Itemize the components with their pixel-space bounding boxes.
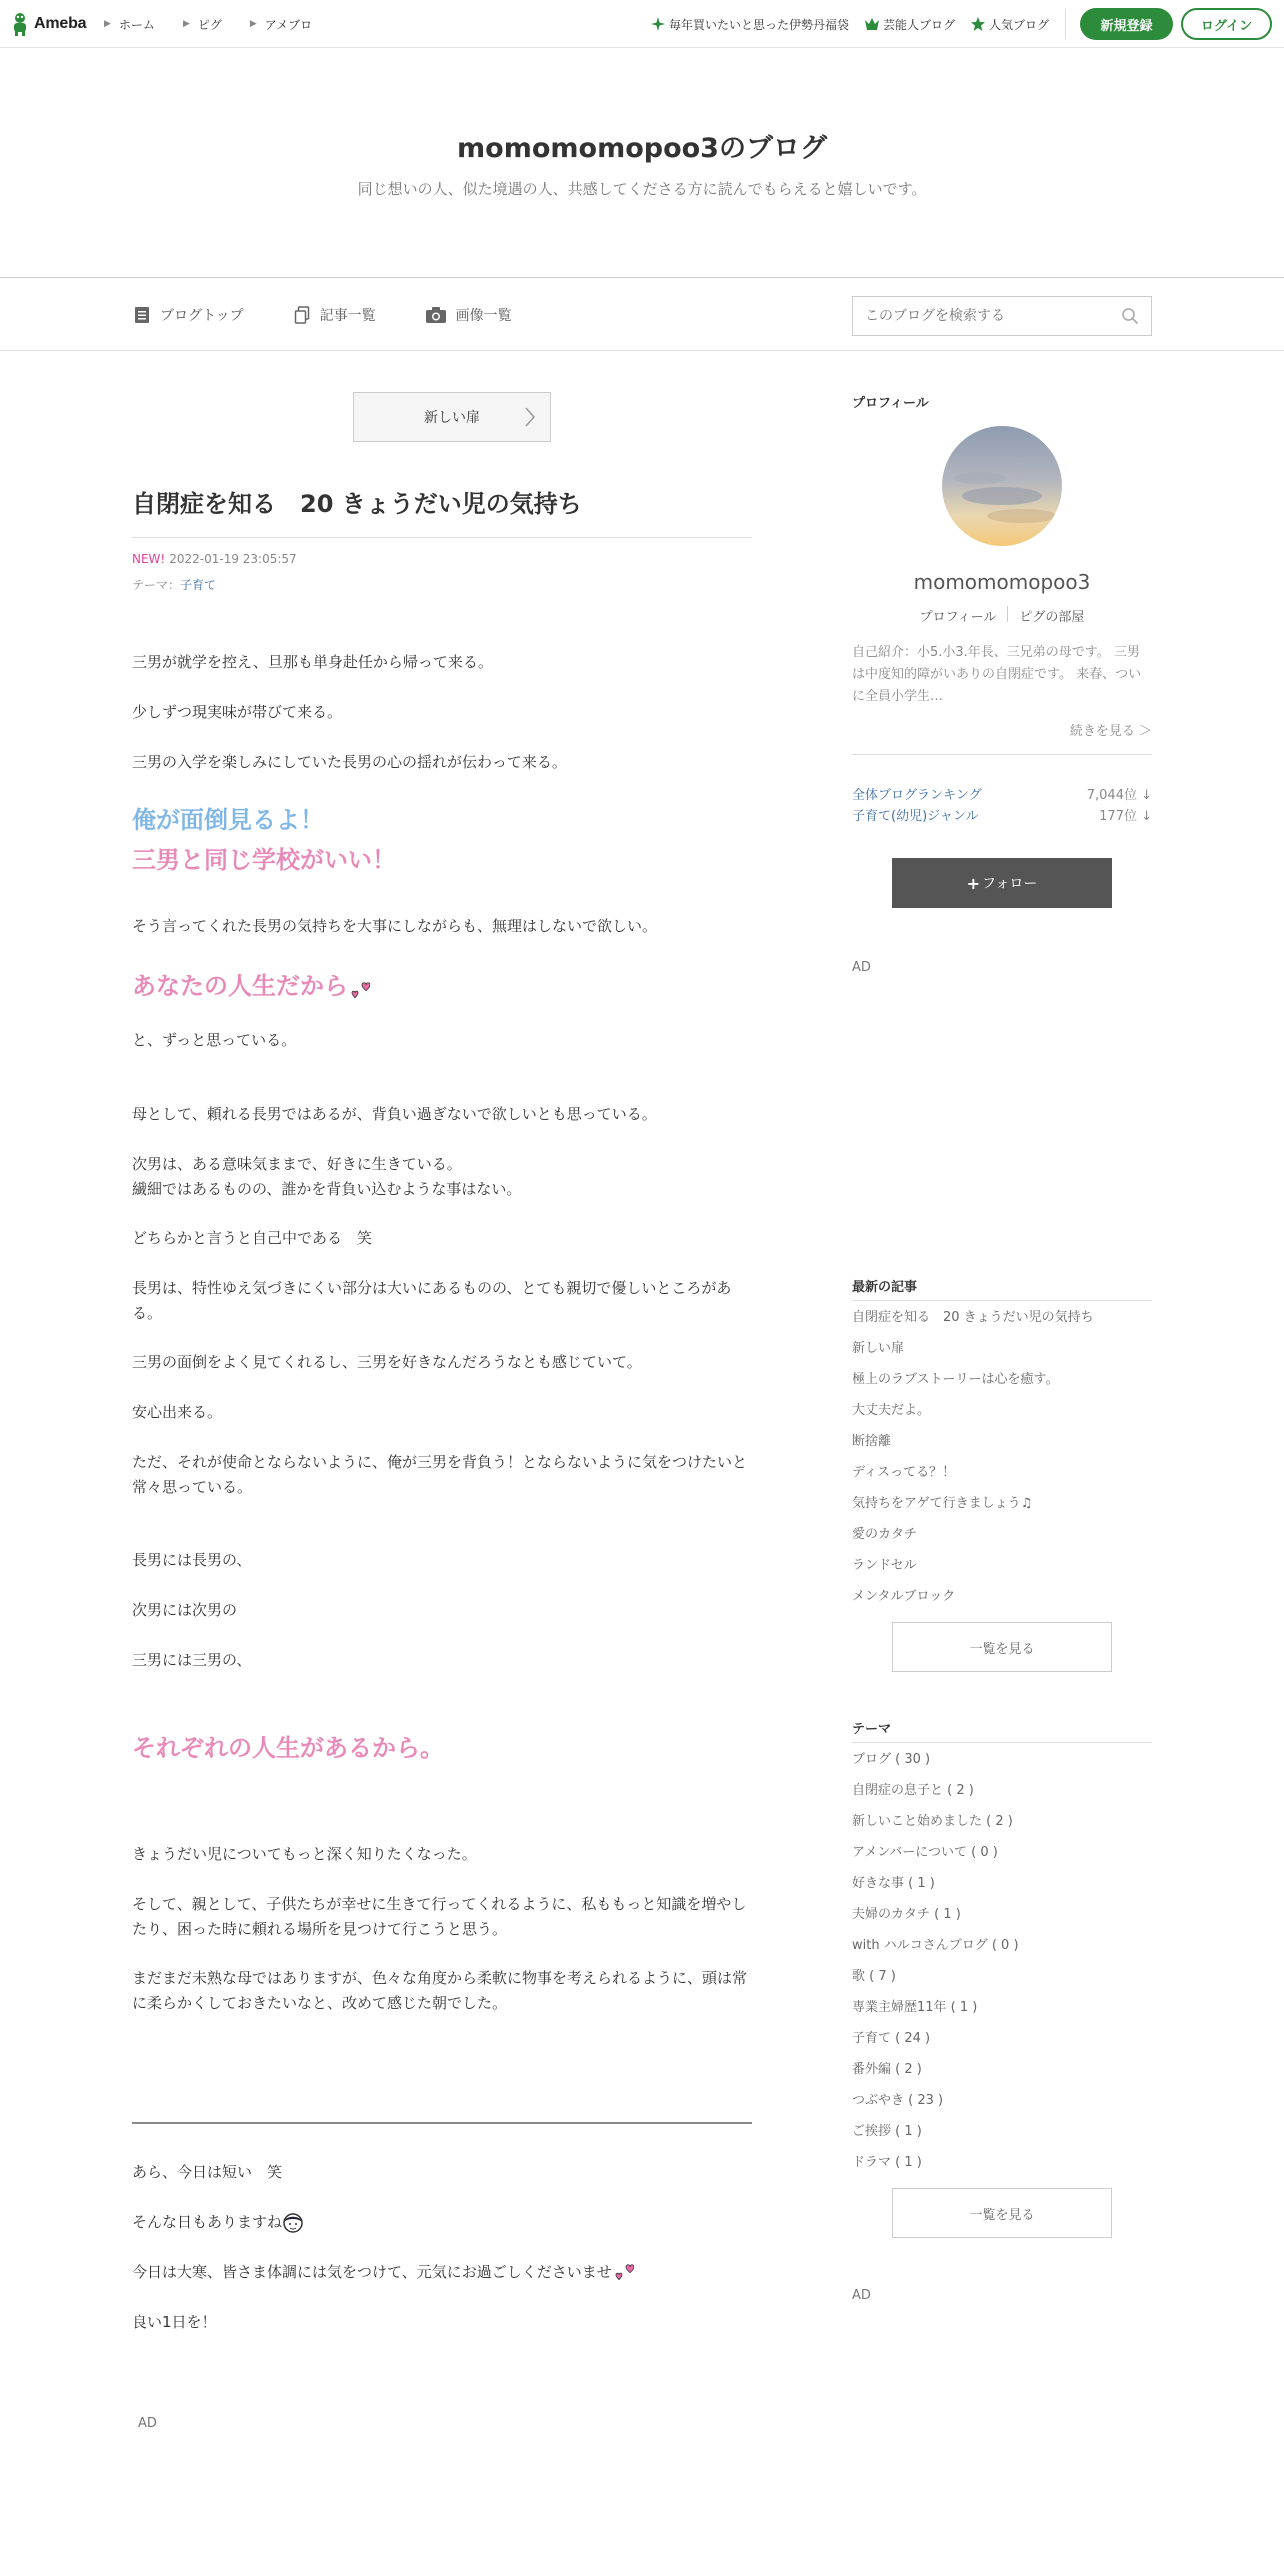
paragraph [132, 2260, 752, 2285]
divider [1007, 606, 1008, 622]
login-button[interactable]: ログイン [1181, 8, 1272, 40]
face-emoji-icon [282, 2212, 304, 2234]
ad-label: AD [138, 2416, 157, 2431]
paragraph: 三男には三男の、 [132, 1651, 252, 1669]
latest-item[interactable]: 愛のカタチ [852, 1527, 918, 1542]
divider [852, 754, 1152, 755]
blog-header [0, 48, 1284, 278]
hearts-emoji-icon [612, 2263, 634, 2283]
celebrity-blog-label: 芸能人ブログ [882, 17, 955, 32]
image-list-link[interactable] [426, 305, 512, 325]
paragraph: 長男には長男の、 [132, 1551, 252, 1569]
heading-pink: 三男と同じ学校がいい！ [132, 846, 396, 874]
nav-label: ピグ [197, 17, 222, 32]
entry-list-link[interactable] [294, 305, 376, 325]
paragraph: 次男は、ある意味気ままで、好きに生きている。 [132, 1155, 462, 1173]
heading-blue: 俺が面倒見るよ！ [132, 806, 324, 834]
theme-item[interactable]: 歌 ( 7 ) [852, 1969, 896, 1984]
paragraph: 三男が就学を控え、旦那も単身赴任から帰って来る。 [132, 653, 493, 671]
camera-icon [426, 307, 446, 323]
paragraph: どちらかと言うと自己中である 笑 [132, 1229, 373, 1247]
theme-link[interactable]: 子育て [180, 578, 217, 592]
heading-pink: それぞれの人生があるから。 [132, 1734, 444, 1762]
theme-item[interactable]: 好きな事 ( 1 ) [852, 1876, 935, 1891]
trending-link[interactable] [651, 16, 849, 33]
star-icon [971, 17, 985, 31]
see-all-themes-button[interactable]: 一覧を見る [892, 2188, 1112, 2238]
newer-entry-label: 新しい扉 [424, 410, 480, 426]
paragraph: 母として、頼れる長男ではあるが、背負い過ぎないで欲しいとも思っている。 [132, 1105, 657, 1123]
paragraph [132, 2210, 752, 2235]
blog-top-label: ブログトップ [160, 307, 244, 324]
copy-icon [294, 306, 310, 324]
blog-search [852, 296, 1152, 336]
ameba-logo[interactable] [10, 10, 86, 38]
paragraph: 三男の入学を楽しみにしていた長男の心の揺れが伝わって来る。 [132, 753, 567, 771]
theme-item[interactable]: 夫婦のカタチ ( 1 ) [852, 1907, 961, 1922]
latest-item[interactable]: 断捨離 [852, 1434, 892, 1449]
nav-label: アメブロ [264, 17, 313, 32]
entry-title[interactable]: 自閉症を知る 20 きょうだい児の気持ち [132, 484, 752, 538]
ranking-row[interactable] [852, 805, 1152, 824]
hearts-emoji-icon [348, 981, 370, 1001]
latest-item[interactable]: 大丈夫だよ。 [852, 1403, 931, 1418]
nav-label: ホーム [118, 17, 155, 32]
crown-icon [865, 18, 879, 30]
ad-label: AD [852, 2288, 871, 2303]
paragraph: 少しずつ現実味が帯びて来る。 [132, 703, 343, 721]
latest-item[interactable]: 自閉症を知る 20 きょうだい児の気持ち [852, 1310, 1094, 1325]
nav-home[interactable] [104, 16, 155, 33]
profile-name[interactable]: momomomopoo3 [913, 570, 1091, 594]
nav-ameblo[interactable] [250, 16, 312, 33]
latest-item[interactable]: 気持ちをアゲて行きましょう♫ [852, 1496, 1033, 1511]
chevron-right-icon: ▶ [182, 19, 190, 29]
paragraph: 繊細ではあるものの、誰かを背負い込むような事はない。 [132, 1180, 522, 1198]
register-button[interactable]: 新規登録 [1080, 8, 1173, 40]
theme-item[interactable]: アメンバーについて ( 0 ) [852, 1845, 998, 1860]
theme-label: テーマ： [132, 578, 181, 592]
image-list-label: 画像一覧 [455, 307, 512, 324]
avatar[interactable] [942, 426, 1062, 546]
theme-item[interactable]: ブログ ( 30 ) [852, 1752, 931, 1767]
divider [852, 1742, 1152, 1743]
theme-item[interactable]: ドラマ ( 1 ) [852, 2155, 922, 2170]
latest-list [852, 1302, 1152, 1612]
profile-heading: プロフィール [852, 396, 929, 411]
header-right [651, 0, 1284, 48]
ranking-value: 7,044位 ↓ [1086, 788, 1152, 803]
latest-item[interactable]: 新しい扉 [852, 1341, 905, 1356]
trending-link-label: 毎年買いたいと思った伊勢丹福袋 [668, 17, 849, 32]
blog-description: 同じ想いの人、似た境遇の人、共感してくださる方に読んでもらえると嬉しいです。 [357, 180, 927, 198]
sparkle-icon [651, 17, 665, 31]
plus-icon: + [966, 873, 981, 893]
heading-pink [132, 966, 370, 1001]
avatar-image [942, 426, 1062, 546]
divider [132, 2122, 752, 2124]
nav-pig[interactable] [183, 16, 222, 33]
latest-item[interactable]: メンタルブロック [852, 1589, 956, 1604]
pig-room-link[interactable]: ピグの部屋 [1019, 610, 1085, 625]
global-header [0, 0, 1284, 48]
ameba-logo-icon [10, 11, 30, 37]
blog-search-input[interactable] [865, 308, 1105, 324]
divider [1065, 9, 1066, 39]
theme-heading: テーマ [852, 1722, 892, 1737]
paragraph: まだまだ未熟な母ではありますが、色々な角度から柔軟に物事を考えられるように、頭は常に柔らかくしておきたいなと、改めて感じた朝でした。 [132, 1969, 748, 2012]
paragraph: 次男には次男の [132, 1601, 238, 1619]
document-icon [134, 306, 150, 324]
read-more-link[interactable]: 続きを見る ＞ [1069, 724, 1152, 739]
theme-item[interactable]: 自閉症の息子と ( 2 ) [852, 1783, 974, 1798]
entry-theme [132, 576, 216, 593]
blog-subnav [0, 278, 1284, 351]
paragraph: 三男の面倒をよく見てくれるし、三男を好きなんだろうなとも感じていて。 [132, 1353, 642, 1371]
paragraph: 良い1日を！ [132, 2313, 217, 2331]
ad-label: AD [852, 960, 871, 975]
follow-label: フォロー [982, 876, 1038, 892]
paragraph: あら、今日は短い 笑 [132, 2163, 283, 2181]
paragraph: きょうだい児についてもっと深く知りたくなった。 [132, 1845, 477, 1863]
popular-blog-link[interactable] [971, 16, 1049, 33]
blog-top-link[interactable] [134, 305, 244, 325]
ranking-value: 177位 ↓ [1099, 809, 1152, 824]
theme-item[interactable]: with ハルコさんブログ ( 0 ) [852, 1938, 1019, 1953]
newer-entry-button[interactable] [353, 392, 551, 442]
paragraph: そう言ってくれた長男の気持ちを大事にしながらも、無理はしないで欲しい。 [132, 917, 658, 935]
entry-list-label: 記事一覧 [319, 307, 376, 324]
chevron-right-icon [520, 406, 538, 428]
paragraph: そして、親として、子供たちが幸せに生きて行ってくれるように、私ももっと知識を増やしたり、困った時に頼れる場所を見つけて行こうと思う。 [132, 1895, 747, 1938]
search-icon[interactable] [1121, 307, 1139, 325]
theme-list [852, 1744, 1152, 2178]
latest-heading: 最新の記事 [852, 1280, 918, 1295]
blog-title[interactable]: momomomopoo3のブログ [457, 133, 827, 164]
latest-item[interactable]: ランドセル [852, 1558, 917, 1573]
global-nav [104, 0, 312, 48]
paragraph-text: そんな日もありますね [132, 2213, 283, 2231]
popular-blog-label: 人気ブログ [988, 17, 1049, 32]
latest-item[interactable]: 極上のラブストーリーは心を癒す。 [852, 1372, 1059, 1387]
entry-datetime: 2022-01-19 23:05:57 [169, 552, 297, 566]
latest-item[interactable]: ディスってる？！ [852, 1465, 956, 1480]
divider [852, 1300, 1152, 1301]
follow-button[interactable] [892, 858, 1112, 908]
theme-item[interactable]: 子育て ( 24 ) [852, 2031, 931, 2046]
paragraph-text: 今日は大寒、皆さま体調には気をつけて、元気にお過ごしくださいませ [132, 2263, 612, 2281]
theme-item[interactable]: 番外編 ( 2 ) [852, 2062, 922, 2077]
ranking-name: 子育て(幼児)ジャンル [852, 809, 979, 824]
ranking-name: 全体ブログランキング [852, 788, 982, 803]
profile-intro: 自己紹介：小5.小3.年長、三兄弟の母です。 三男は中度知的障がいありの自閉症です。 来春、ついに全員小学生… [852, 645, 1142, 704]
heading-pink-text: あなたの人生だから [132, 972, 348, 1000]
paragraph: ただ、それが使命とならないように、俺が三男を背負う！とならないように気をつけたいと常々思っている。 [132, 1453, 748, 1496]
profile-link[interactable]: プロフィール [919, 610, 997, 625]
profile-links [852, 606, 1152, 625]
paragraph: 長男は、特性ゆえ気づきにくい部分は大いにあるものの、とても親切で優しいところがある。 [132, 1279, 732, 1322]
chevron-right-icon: ▶ [249, 19, 257, 29]
theme-item[interactable]: 専業主婦歴11年 ( 1 ) [852, 2000, 978, 2015]
new-badge: NEW! [132, 552, 166, 566]
celebrity-blog-link[interactable] [865, 16, 955, 33]
paragraph: 安心出来る。 [132, 1403, 223, 1421]
entry-meta [132, 552, 297, 566]
ranking-row[interactable] [852, 784, 1152, 803]
theme-item[interactable]: つぶやき ( 23 ) [852, 2093, 944, 2108]
see-all-entries-button[interactable]: 一覧を見る [892, 1622, 1112, 1672]
theme-item[interactable]: ご挨拶 ( 1 ) [852, 2124, 922, 2139]
theme-item[interactable]: 新しいこと始めました ( 2 ) [852, 1814, 1013, 1829]
logo-text: Ameba [34, 15, 87, 32]
paragraph: と、ずっと思っている。 [132, 1031, 297, 1049]
chevron-right-icon: ▶ [104, 19, 111, 29]
